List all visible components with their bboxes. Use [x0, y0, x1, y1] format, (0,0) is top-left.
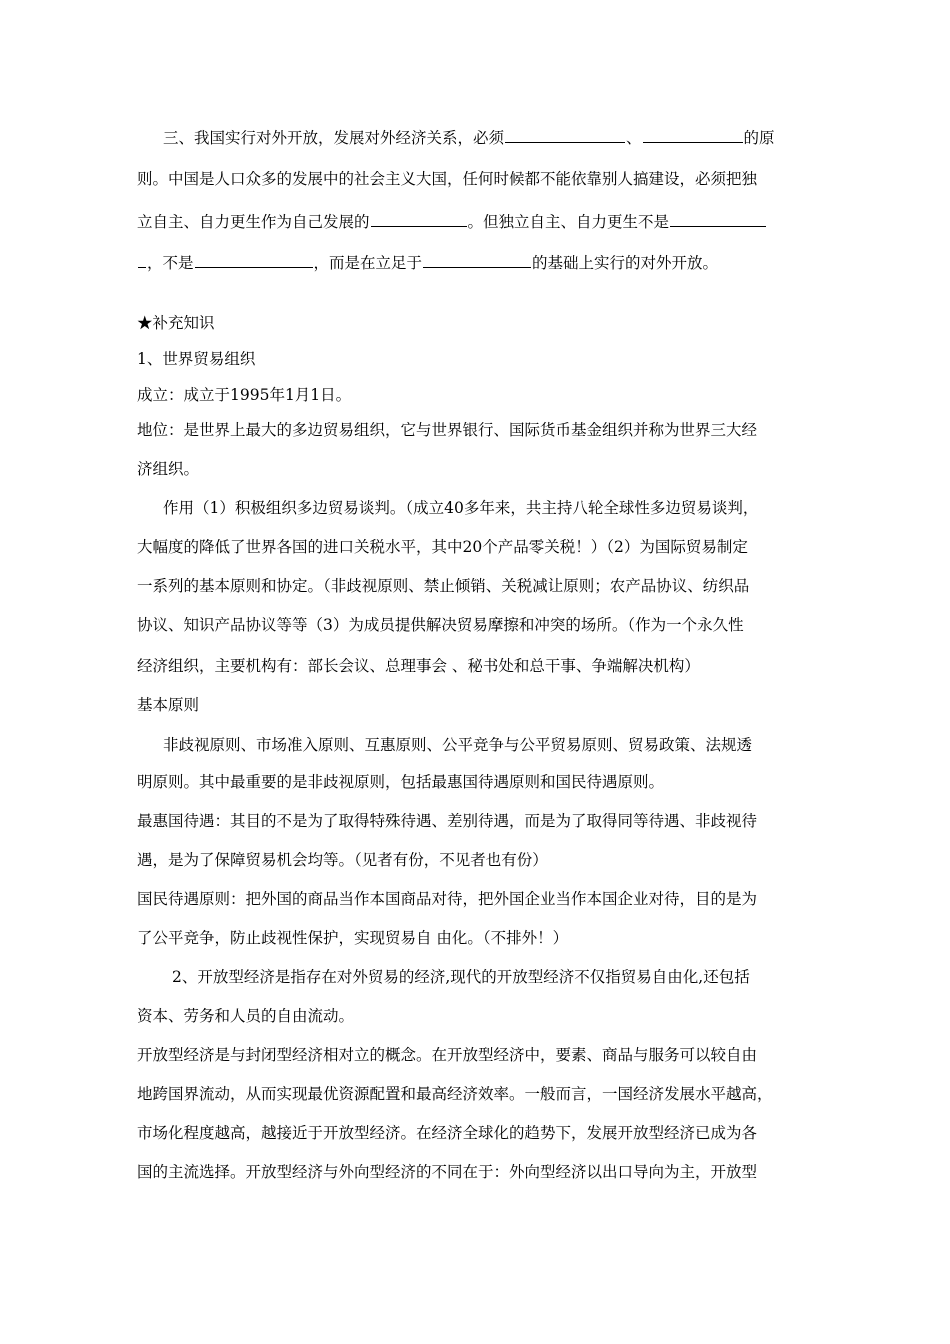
fill-blank-6[interactable]: [423, 252, 531, 268]
open-economy-line-1: 2、开放型经济是指存在对外贸易的经济,现代的开放型经济不仅指贸易自由化,还包括: [172, 968, 750, 986]
wto-role-line-3: 一系列的基本原则和协定。（非歧视原则、禁止倾销、关税减让原则；农产品协议、纺织品: [137, 577, 750, 595]
national-treatment-line-1: 国民待遇原则：把外国的商品当作本国商品对待，把外国企业当作本国企业对待，目的是为: [137, 890, 758, 908]
wto-established: 成立：成立于1995年1月1日。: [137, 386, 352, 404]
section3-line-1: [163, 127, 775, 147]
national-treatment-line-2: 了公平竞争，防止歧视性保护，实现贸易自 由化。（不排外！）: [137, 929, 569, 947]
section3-text: 、: [626, 129, 642, 147]
wto-status-line-2: 济组织。: [137, 460, 200, 478]
principles-line-2: 明原则。其中最重要的是非歧视原则，包括最惠国待遇原则和国民待遇原则。: [137, 773, 665, 791]
fill-blank-2[interactable]: [643, 127, 743, 143]
wto-role-line-2: 大幅度的降低了世界各国的进口关税水平，其中20个产品零关税！）（2）为国际贸易制定: [137, 538, 748, 556]
mfn-line-2: 遇，是为了保障贸易机会均等。（见者有份，不见者也有份）: [137, 851, 548, 869]
mfn-line-1: 最惠国待遇：其目的不是为了取得特殊待遇、差别待遇，而是为了取得同等待遇、非歧视待: [137, 812, 758, 830]
section3-text: 三、我国实行对外开放，发展对外经济关系，必须: [163, 129, 505, 147]
wto-role-line-1: 作用（1）积极组织多边贸易谈判。（成立40多年来，共主持八轮全球性多边贸易谈判，: [163, 499, 759, 517]
section3-text: 立自主、自力更生作为自己发展的: [137, 213, 370, 231]
open-economy-line-2: 资本、劳务和人员的自由流动。: [137, 1007, 355, 1025]
wto-status-line-1: 地位：是世界上最大的多边贸易组织，它与世界银行、国际货币基金组织并称为世界三大经: [137, 421, 758, 439]
open-economy-line-6: 国的主流选择。开放型经济与外向型经济的不同在于：外向型经济以出口导向为主，开放型: [137, 1163, 758, 1181]
fill-blank-4-cont[interactable]: [138, 252, 146, 268]
section3-line-3: [137, 211, 767, 231]
section3-text: 的原: [743, 129, 775, 147]
open-economy-line-3: 开放型经济是与封闭型经济相对立的概念。在开放型经济中，要素、商品与服务可以较自由: [137, 1046, 758, 1064]
supplement-heading: ★补充知识: [137, 314, 215, 332]
wto-role-line-5: 经济组织，主要机构有：部长会议、总理事会 、秘书处和总干事、争端解决机构）: [137, 657, 700, 675]
wto-title: 1、世界贸易组织: [137, 350, 256, 368]
section3-text: ，不是: [147, 254, 194, 272]
principles-line-1: 非歧视原则、市场准入原则、互惠原则、公平竞争与公平贸易原则、贸易政策、法规透: [163, 736, 753, 754]
principles-title: 基本原则: [137, 696, 200, 714]
open-economy-line-5: 市场化程度越高，越接近于开放型经济。在经济全球化的趋势下，发展开放型经济已成为各: [137, 1124, 758, 1142]
wto-role-line-4: 协议、知识产品协议等等（3）为成员提供解决贸易摩擦和冲突的场所。（作为一个永久性: [137, 616, 744, 634]
fill-blank-5[interactable]: [195, 252, 313, 268]
open-economy-line-4: 地跨国界流动，从而实现最优资源配置和最高经济效率。一般而言，一国经济发展水平越高，: [137, 1085, 773, 1103]
section3-line-2: 则。中国是人口众多的发展中的社会主义大国，任何时候都不能依靠别人搞建设，必须把独: [137, 170, 758, 188]
fill-blank-3[interactable]: [371, 211, 467, 227]
section3-text: 的基础上实行的对外开放。: [532, 254, 719, 272]
fill-blank-4[interactable]: [670, 211, 766, 227]
section3-text: ，而是在立足于: [313, 254, 423, 272]
section3-line-4: [137, 252, 718, 272]
section3-text: 。但独立自主、自力更生不是: [467, 213, 670, 231]
fill-blank-1[interactable]: [505, 127, 625, 143]
